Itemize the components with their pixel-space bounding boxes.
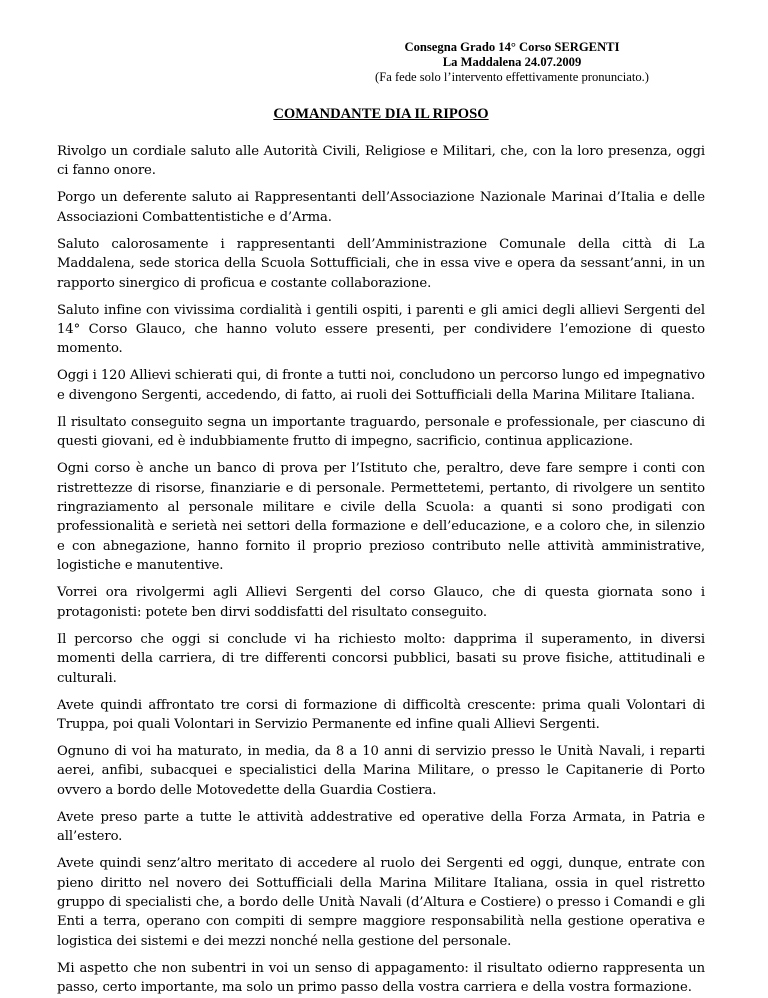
paragraph: Saluto infine con vivissima cordialità i gentili ospiti, i parenti e gli amici degli allievi Sergenti del 14° Corso Glauco, che hanno voluto essere presenti, per condividere l’emozione di questo momento. (57, 302, 705, 357)
paragraph: Il percorso che oggi si conclude vi ha richiesto molto: dapprima il superamento, in diversi momenti della carriera, di tre differenti concorsi pubblici, basati su prove fisiche, attitudinali e culturali. (57, 631, 705, 686)
paragraph: Porgo un deferente saluto ai Rappresentanti dell’Associazione Nazionale Marinai d’Italia e delle Associazioni Combattentistiche e d’Arma. (57, 190, 705, 225)
document-header (322, 40, 702, 85)
paragraph: Rivolgo un cordiale saluto alle Autorità Civili, Religiose e Militari, che, con la loro presenza, oggi ci fanno onore. (57, 144, 705, 179)
paragraph: Ognuno di voi ha maturato, in media, da 8 a 10 anni di servizio presso le Unità Navali, i reparti aerei, anfibi, subacquei e specialistici della Marina Militare, o presso le Capitanerie di Porto ovvero a bordo delle Motovedette della Guardia Costiera. (57, 743, 705, 798)
header-place-date: La Maddalena 24.07.2009 (442, 55, 582, 69)
header-disclaimer: (Fa fede solo l’intervento effettivamente pronunciato.) (375, 70, 649, 84)
document-title: COMANDANTE DIA IL RIPOSO (273, 106, 489, 122)
paragraph: Avete quindi affrontato tre corsi di formazione di difficoltà crescente: prima quali Volontari di Truppa, poi quali Volontari in Servizio Permanente ed infine quali Allievi Sergenti. (57, 697, 705, 732)
paragraph: Vorrei ora rivolgermi agli Allievi Sergenti del corso Glauco, che di questa giornata sono i protagonisti: potete ben dirvi soddisfatti del risultato conseguito. (57, 585, 705, 620)
paragraph: Ogni corso è anche un banco di prova per l’Istituto che, peraltro, deve fare sempre i conti con ristrettezze di risorse, finanziarie e di personale. Permettetemi, pertanto, di rivolgere un sentito ringraziamento al personale militare e civile della Scuola: a quanti si sono prodigati con professionalità e serietà nei settori della formazione e dell’educazione, e a coloro che, in silenzio e con abnegazione, hanno fornito il proprio prezioso contributo nelle attività amministrative, logistiche e manutentive. (57, 461, 705, 574)
paragraph: Mi aspetto che non subentri in voi un senso di appagamento: il risultato odierno rappresenta un passo, certo importante, ma solo un primo passo della vostra carriera e della vostra formazione. (57, 960, 705, 996)
document-body (57, 142, 705, 998)
paragraph: Oggi i 120 Allievi schierati qui, di fronte a tutti noi, concludono un percorso lungo ed impegnativo e divengono Sergenti, accedendo, di fatto, ai ruoli dei Sottufficiali della Marina Militare Italiana. (57, 368, 705, 403)
paragraph: Il risultato conseguito segna un importante traguardo, personale e professionale, per ciascuno di questi giovani, ed è indubbiamente frutto di impegno, sacrificio, continua applicazione. (57, 414, 705, 450)
paragraph: Saluto calorosamente i rappresentanti dell’Amministrazione Comunale della città di La Maddalena, sede storica della Scuola Sottufficiali, che in essa vive e opera da sessant’anni, in un rapporto sinergico di proficua e costante collaborazione. (57, 236, 705, 291)
paragraph: Avete preso parte a tutte le attività addestrative ed operative della Forza Armata, in Patria e all’estero. (57, 809, 705, 845)
header-ceremony-line: Consegna Grado 14° Corso SERGENTI (404, 40, 620, 54)
paragraph: Avete quindi senz’altro meritato di accedere al ruolo dei Sergenti ed oggi, dunque, entrate con pieno diritto nel novero dei Sottufficiali della Marina Militare Italiana, ossia in quel ristretto gruppo di specialisti che, a bordo delle Unità Navali (d’Altura e Costiere) o presso i Comandi e gli Enti a terra, operano con compiti di sempre maggiore responsabilità nella gestione operativa e logistica dei sistemi e dei mezzi nonché nella gestione del personale. (57, 856, 705, 949)
